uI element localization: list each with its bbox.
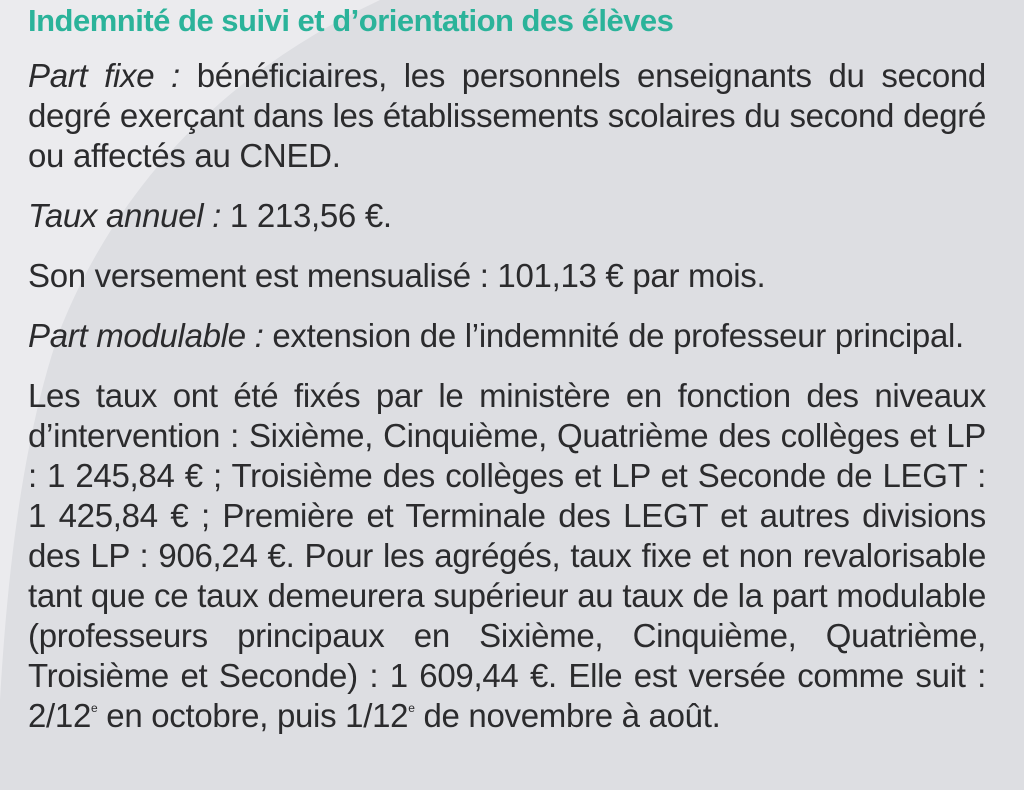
part-modulable-text: extension de l’indemnité de professeur principal. [263, 317, 964, 354]
superscript-e: e [91, 701, 98, 715]
section-title: Indemnité de suivi et d’orientation des élèves [28, 3, 674, 38]
taux-paragraph [28, 376, 986, 736]
taux-annuel-paragraph [28, 196, 986, 236]
taux-text-middle: en octobre, puis 1/12 [97, 697, 409, 734]
part-fixe-text: bénéficiaires, les personnels enseignants du second degré exerçant dans les établissements scolaires du second degré ou affectés au CNED. [28, 57, 986, 174]
part-modulable-label: Part modulable : [28, 317, 264, 354]
taux-annuel-label: Taux annuel : [28, 197, 222, 234]
superscript-e: e [408, 701, 415, 715]
taux-annuel-text: 1 213,56 €. [221, 197, 392, 234]
taux-text-end: de novembre à août. [414, 697, 721, 734]
part-fixe-paragraph [28, 56, 986, 176]
part-fixe-label: Part fixe : [28, 57, 180, 94]
document-section [28, 0, 986, 736]
part-modulable-paragraph [28, 316, 986, 356]
taux-text: Les taux ont été fixés par le ministère en fonction des niveaux d’intervention : Sixième, Cinquième, Quatrième des collèges et LP : 1 245,84 € ; Troisième des collèges et LP et Seconde de LEGT : 1 425,84 € ; Première et Terminale des LEGT et autres divisions des LP : 906,24 €. Pour les agrégés, taux fixe et non revalorisable tant que ce taux demeurera supérieur au taux de la part modulable (professeurs principaux en Sixième, Cinquième, Quatrième, Troisième et Seconde) : 1 609,44 €. Elle est versée comme suit : 2/12 [28, 377, 986, 734]
versement-paragraph: Son versement est mensualisé : 101,13 € par mois. [28, 257, 766, 294]
